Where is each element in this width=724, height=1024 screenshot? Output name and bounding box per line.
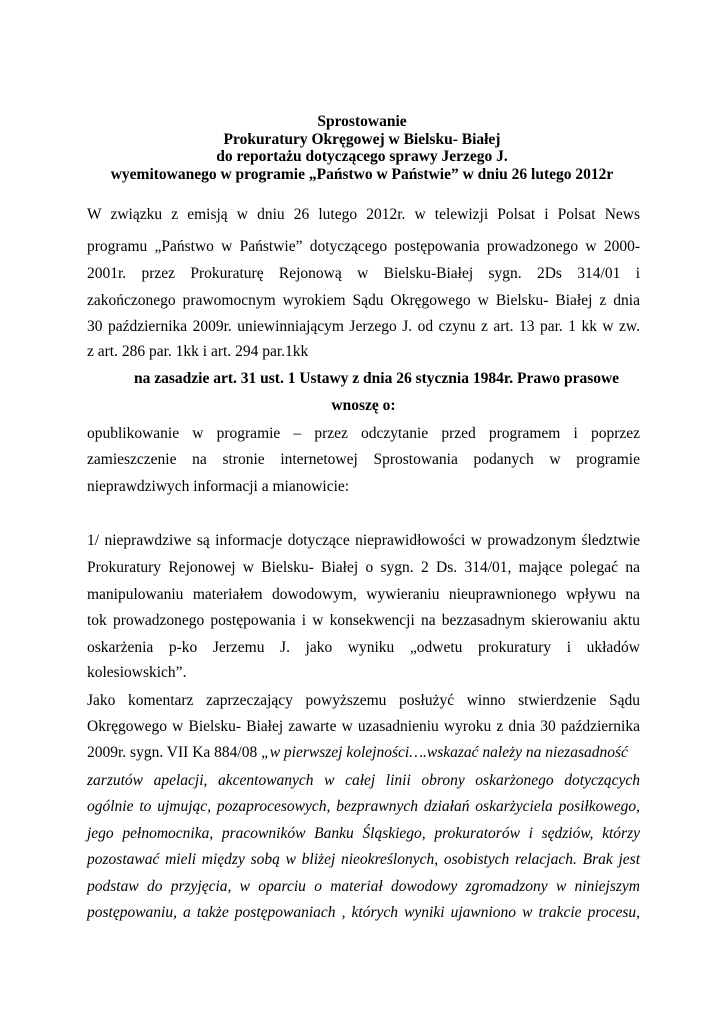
title-line: do reportażu dotyczącego sprawy Jerzego J.	[216, 148, 508, 165]
court-quote-line: jego pełnomocnika, pracowników Banku Śląskiego, prokuratorów i sędziów, którzy	[87, 825, 640, 842]
court-quote-line: zarzutów apelacji, akcentowanych w całej linii obrony oskarżonego dotyczących	[87, 772, 640, 789]
point1-line: 1/ nieprawdziwe są informacje dotyczące nieprawidłowości w prowadzonym śledztwie	[87, 532, 640, 549]
comment-signature: 2009r. sygn. VII Ka 884/08	[87, 744, 262, 761]
title-line: Sprostowanie	[317, 113, 407, 130]
intro-line: programu „Państwo w Państwie” dotyczącego postępowania prowadzonego w 2000-	[87, 238, 640, 255]
document-title	[60, 113, 664, 183]
comment-line	[87, 744, 640, 762]
comment-line: Jako komentarz zaprzeczający powyższemu posłużyć winno stwierdzenie Sądu	[87, 692, 640, 709]
point1-line: kolesiowskich”.	[87, 664, 187, 681]
intro-line: 2001r. przez Prokuraturę Rejonową w Bielsku-Białej sygn. 2Ds 314/01 i	[87, 265, 640, 282]
title-line: Prokuratury Okręgowej w Bielsku- Białej	[223, 130, 501, 148]
intro-line: 30 października 2009r. uniewinniającym Jerzego J. od czynu z art. 13 par. 1 kk w zw.	[87, 318, 640, 335]
court-quote-line: ogólnie to ujmując, pozaprocesowych, bezprawnych działań oskarżyciela posiłkowego,	[87, 798, 640, 815]
point1-line: oskarżenia p-ko Jerzemu J. jako wyniku „odwetu prokuratury i układów	[87, 639, 640, 656]
intro-line: W związku z emisją w dniu 26 lutego 2012r. w telewizji Polsat i Polsat News	[87, 206, 640, 223]
court-quote-line: podstaw do przyjęcia, w oparciu o materiał dowodowy zgromadzony w niniejszym	[87, 878, 640, 895]
intro-line: zakończonego prawomocnym wyrokiem Sądu Okręgowego w Bielsku- Białej z dnia	[87, 292, 640, 309]
request-line: opublikowanie w programie – przez odczytanie przed programem i poprzez	[87, 425, 640, 442]
intro-line: z art. 286 par. 1kk i art. 294 par.1kk	[87, 343, 309, 360]
comment-line: Okręgowego w Bielsku- Białej zawarte w uzasadnieniu wyroku z dnia 30 października	[87, 718, 640, 735]
request-line: nieprawdziwych informacji a mianowicie:	[87, 478, 350, 495]
court-quote: „w pierwszej kolejności….wskazać należy na niezasadność	[261, 744, 628, 761]
point1-line: tok prowadzonego postępowania i w konsekwencji na bezzasadnym skierowaniu aktu	[87, 612, 640, 629]
title-line: wyemitowanego w programie „Państwo w Państwie” w dniu 26 lutego 2012r	[110, 165, 614, 183]
point1-line: manipulowaniu materiałem dowodowym, wywieraniu nieuprawnionego wpływu na	[87, 586, 640, 603]
court-quote-line: postępowaniu, a także postępowaniach , których wyniki ujawniono w trakcie procesu,	[87, 904, 640, 921]
legal-basis-line: wnoszę o:	[331, 397, 396, 414]
request-line: zamieszczenie na stronie internetowej Sprostowania podanych w programie	[87, 451, 640, 468]
legal-basis-line: na zasadzie art. 31 ust. 1 Ustawy z dnia 26 stycznia 1984r. Prawo prasowe	[134, 370, 620, 387]
court-quote-line: pozostawać mieli między sobą w bliżej nieokreślonych, osobistych relacjach. Brak jest	[87, 851, 640, 868]
point1-line: Prokuratury Rejonowej w Bielsku- Białej o sygn. 2 Ds. 314/01, mające polegać na	[87, 559, 640, 576]
